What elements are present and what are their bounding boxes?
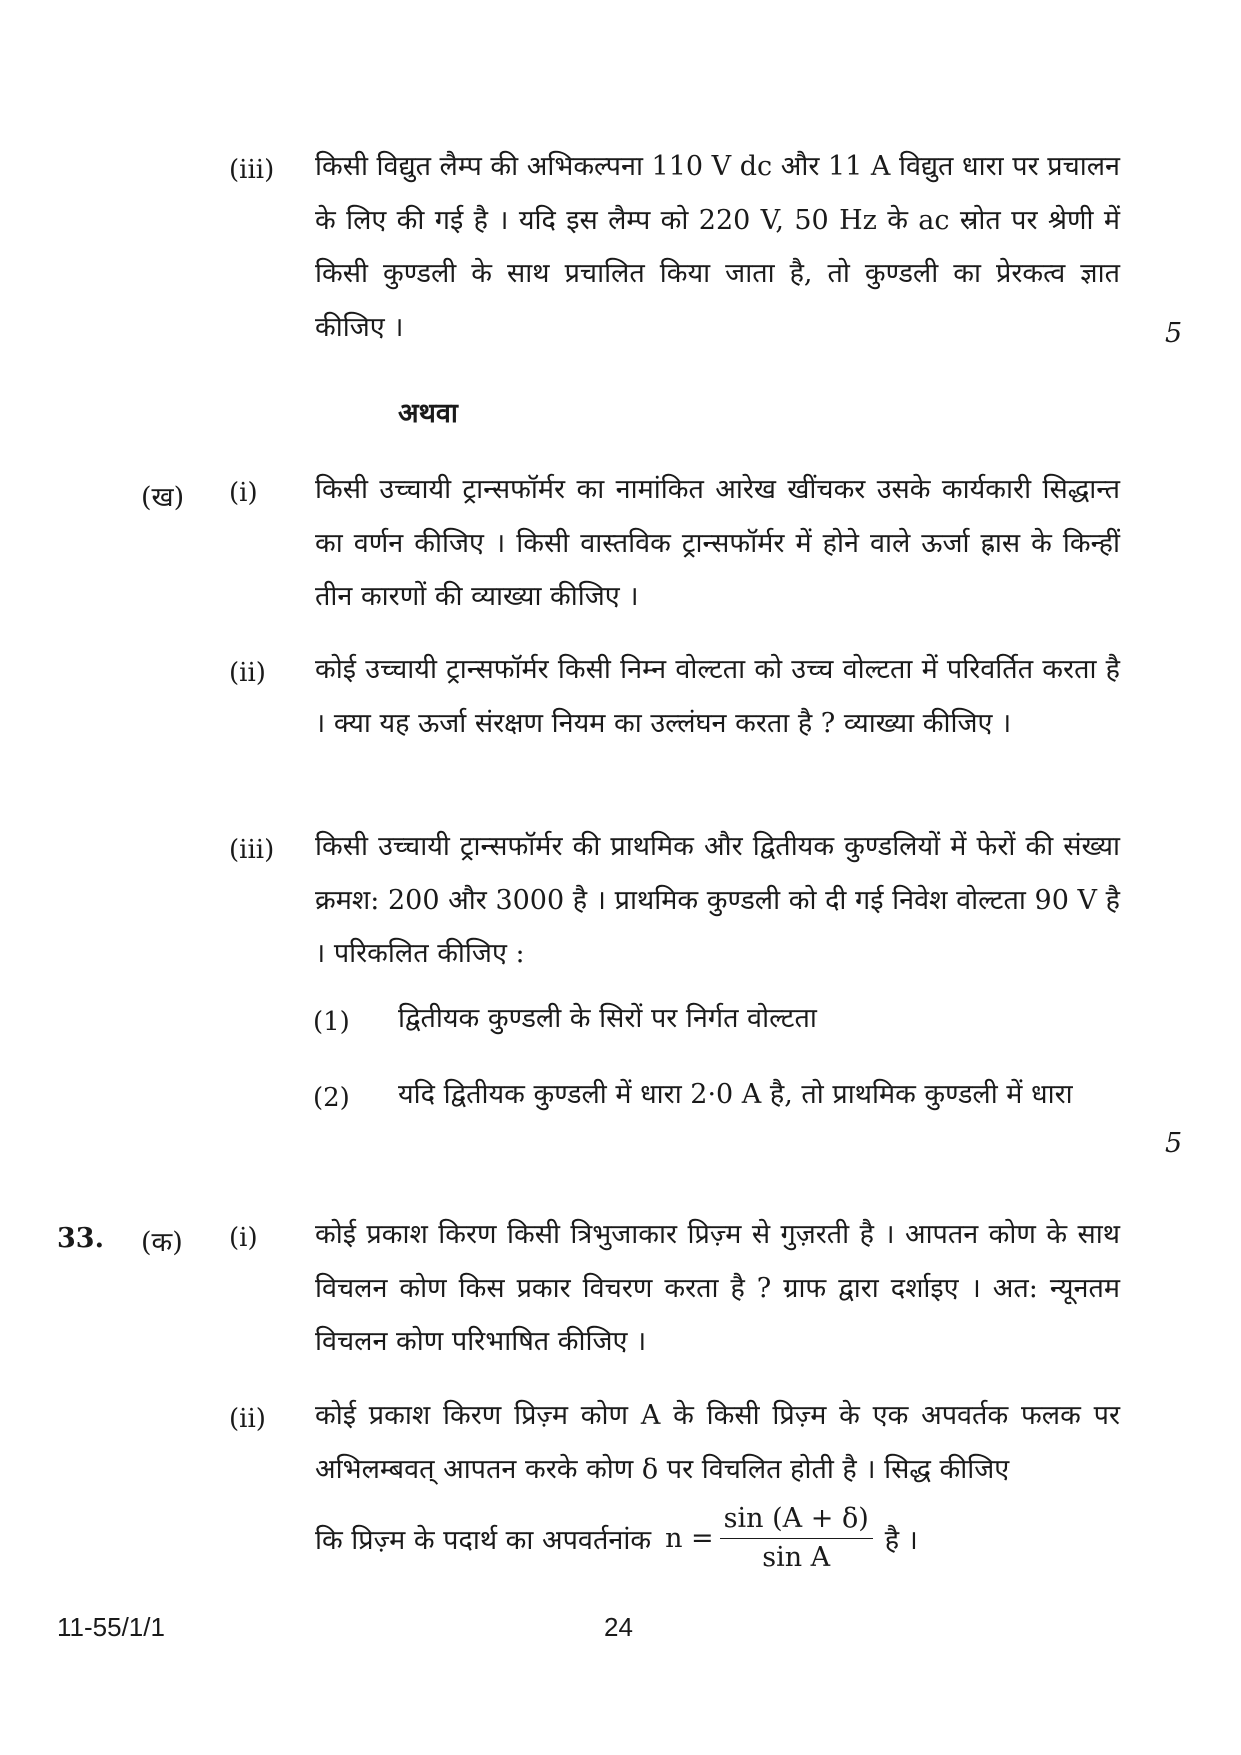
formula-end: है । xyxy=(884,1524,918,1556)
formula-lead-text: कि प्रिज़्म के पदार्थ का अपवर्तनांक xyxy=(315,1524,652,1556)
formula-lhs: n = xyxy=(665,1522,714,1554)
question-number: 33. xyxy=(57,1223,104,1254)
part-label-a: (क) xyxy=(141,1227,183,1258)
marks-label: 5 xyxy=(1165,318,1183,349)
sub-item-text-2: यदि द्वितीयक कुण्डली में धारा 2·0 A है, तो प्राथमिक कुण्डली में धारा xyxy=(398,1079,1073,1110)
sub-item-label-2: (2) xyxy=(313,1083,350,1113)
or-divider: अथवा xyxy=(398,398,458,429)
sub-item-text-1: द्वितीयक कुण्डली के सिरों पर निर्गत वोल्टता xyxy=(398,1003,817,1034)
question-text-lamp: किसी विद्युत लैम्प की अभिकल्पना 110 V dc और 11 A विद्युत धारा पर प्रचालन के लिए की गई है । यदि इस लैम्प को 220 V, 50 Hz के ac स्रोत पर श्रेणी में किसी कुण्डली के साथ प्रचालित किया जाता है, तो कुण्डली का प्रेरकत्व ज्ञात कीजिए । xyxy=(315,151,1120,343)
formula-line xyxy=(315,1498,918,1578)
item-label-ii: (ii) xyxy=(229,1404,266,1434)
question-text-prism-refractive-index: कोई प्रकाश किरण प्रिज़्म कोण A के किसी प्रिज़्म के एक अपवर्तक फलक पर अभिलम्बवत् आपतन करके कोण δ पर विचलित होती है । सिद्ध कीजिए xyxy=(315,1400,1120,1485)
page-number: 24 xyxy=(604,1612,633,1642)
question-text-transformer-principle: किसी उच्चायी ट्रान्सफॉर्मर का नामांकित आरेख खींचकर उसके कार्यकारी सिद्धान्त का वर्णन कीजिए । किसी वास्तविक ट्रान्सफॉर्मर में होने वाले ऊर्जा ह्रास के किन्हीं तीन कारणों की व्याख्या कीजिए । xyxy=(315,474,1120,612)
item-label-i: (i) xyxy=(229,1223,258,1253)
item-label-ii: (ii) xyxy=(229,658,266,688)
question-text-turns-ratio: किसी उच्चायी ट्रान्सफॉर्मर की प्राथमिक और द्वितीयक कुण्डलियों में फेरों की संख्या क्रमश: 200 और 3000 है । प्राथमिक कुण्डली को दी गई निवेश वोल्टता 90 V है । परिकलित कीजिए : xyxy=(315,831,1120,969)
item-label-iii: (iii) xyxy=(229,835,275,865)
question-text-prism-deviation: कोई प्रकाश किरण किसी त्रिभुजाकार प्रिज़्म से गुज़रती है । आपतन कोण के साथ विचलन कोण किस प्रकार विचरण करता है ? ग्राफ द्वारा दर्शाइए । अत: न्यूनतम विचलन कोण परिभाषित कीजिए । xyxy=(315,1219,1120,1357)
question-text-energy-conservation: कोई उच्चायी ट्रान्सफॉर्मर किसी निम्न वोल्टता को उच्च वोल्टता में परिवर्तित करता है । क्या यह ऊर्जा संरक्षण नियम का उल्लंघन करता है ? व्याख्या कीजिए । xyxy=(315,654,1120,739)
part-label-b: (ख) xyxy=(141,482,185,513)
refractive-index-fraction xyxy=(720,1500,873,1577)
fraction-denominator: sin A xyxy=(762,1541,831,1573)
fraction-numerator: sin (A + δ) xyxy=(720,1500,873,1539)
item-label-iii: (iii) xyxy=(229,155,275,185)
marks-label: 5 xyxy=(1165,1128,1183,1159)
sub-item-label-1: (1) xyxy=(313,1007,350,1037)
item-label-i: (i) xyxy=(229,478,258,508)
paper-code: 11-55/1/1 xyxy=(57,1612,165,1642)
